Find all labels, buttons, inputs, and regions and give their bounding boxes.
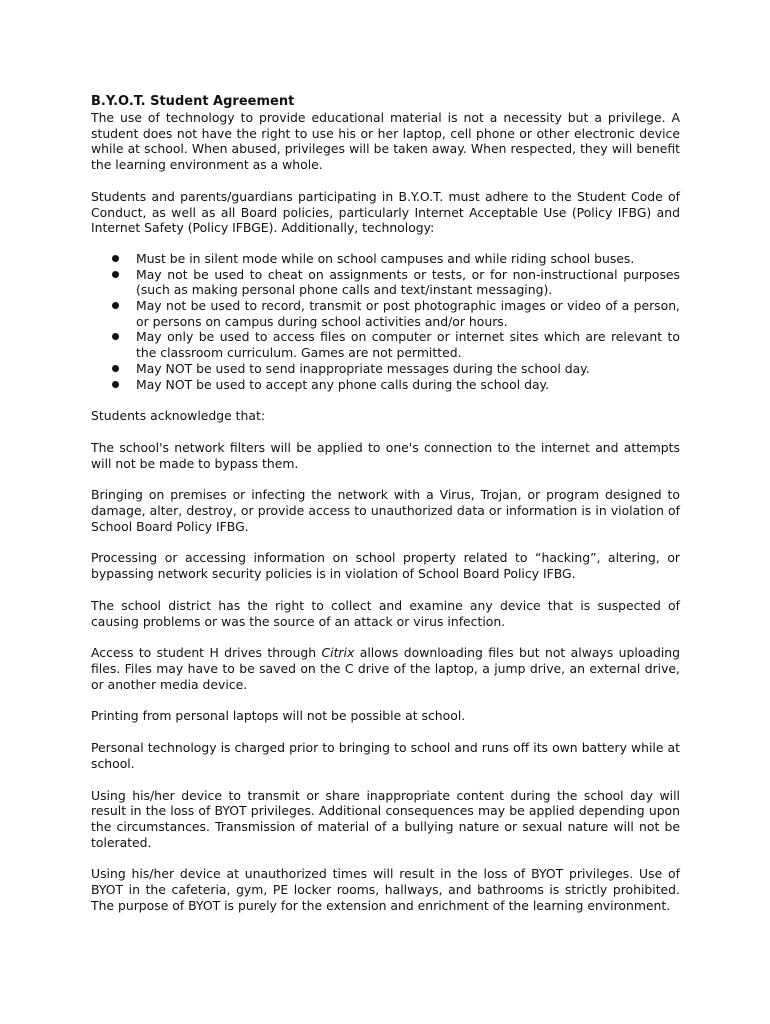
bullet-icon <box>112 365 119 372</box>
device-collection-paragraph: The school district has the right to collect and examine any device that is suspected of causing problems or was the source of an attack or virus infection. <box>91 597 680 629</box>
intro-paragraph: The use of technology to provide educational material is not a necessity but a privilege. A student does not have the right to use his or her laptop, cell phone or other electronic device while at school. When abused, privileges will be taken away. When respected, they will benefit the learning environment as a whole. <box>91 110 680 173</box>
list-item <box>91 329 680 360</box>
unauthorized-use-paragraph: Using his/her device at unauthorized times will result in the loss of BYOT privileges. Use of BYOT in the cafeteria, gym, PE locker rooms, hallways, and bathrooms is strictly prohibited. The purpose of BYOT is purely for the extension and enrichment of the learning environment. <box>91 866 680 913</box>
rule-text: May not be used to cheat on assignments or tests, or for non-instructional purposes (such as making personal phone calls and text/instant messaging). <box>136 266 680 298</box>
list-item <box>91 298 680 329</box>
list-item <box>91 267 680 298</box>
h-drive-paragraph <box>91 645 680 692</box>
bullet-icon <box>112 271 119 278</box>
citrix-term: Citrix <box>321 645 355 661</box>
document-title: B.Y.O.T. Student Agreement <box>91 94 295 109</box>
rule-text: Must be in silent mode while on school campuses and while riding school buses. <box>136 250 635 266</box>
list-item <box>91 251 680 267</box>
technology-rules-list <box>91 251 680 392</box>
document-body <box>91 94 680 913</box>
list-item <box>91 377 680 393</box>
virus-paragraph: Bringing on premises or infecting the network with a Virus, Trojan, or program designed to damage, alter, destroy, or provide access to unauthorized data or information is in violation of School Board Policy IFBG. <box>91 487 680 534</box>
inappropriate-content-paragraph: Using his/her device to transmit or share inappropriate content during the school day will result in the loss of BYOT privileges. Additional consequences may be applied depending upon the circumstances. Transmission of material of a bullying nature or sexual nature will not be tolerated. <box>91 787 680 850</box>
participation-paragraph: Students and parents/guardians participating in B.Y.O.T. must adhere to the Student Code of Conduct, as well as all Board policies, particularly Internet Acceptable Use (Policy IFBG) and Internet Safety (Policy IFBGE). Additionally, technology: <box>91 188 680 236</box>
bullet-icon <box>112 302 119 309</box>
hacking-paragraph: Processing or accessing information on school property related to “hacking”, altering, or bypassing network security policies is in violation of School Board Policy IFBG. <box>91 550 680 582</box>
printing-paragraph: Printing from personal laptops will not be possible at school. <box>91 708 466 724</box>
list-item <box>91 361 680 377</box>
h-drive-text-before: Access to student H drives through <box>91 645 322 661</box>
battery-paragraph: Personal technology is charged prior to bringing to school and runs off its own battery while at school. <box>91 740 680 771</box>
bullet-icon <box>112 255 119 262</box>
bullet-icon <box>112 381 119 388</box>
rule-text: May NOT be used to accept any phone calls during the school day. <box>136 376 550 392</box>
rule-text: May only be used to access files on computer or internet sites which are relevant to the classroom curriculum. Games are not permitted. <box>136 329 680 361</box>
h-drive-text-after: allows downloading files but not always uploading files. Files may have to be saved on the C drive of the laptop, a jump drive, an external drive, or another media device. <box>91 645 680 692</box>
rule-text: May NOT be used to send inappropriate messages during the school day. <box>136 360 590 376</box>
bullet-icon <box>112 333 119 340</box>
acknowledge-heading: Students acknowledge that: <box>91 408 266 424</box>
rule-text: May not be used to record, transmit or post photographic images or video of a person, or persons on campus during school activities and/or hours. <box>136 298 680 329</box>
network-filters-paragraph: The school's network filters will be applied to one's connection to the internet and attempts will not be made to bypass them. <box>91 439 680 471</box>
